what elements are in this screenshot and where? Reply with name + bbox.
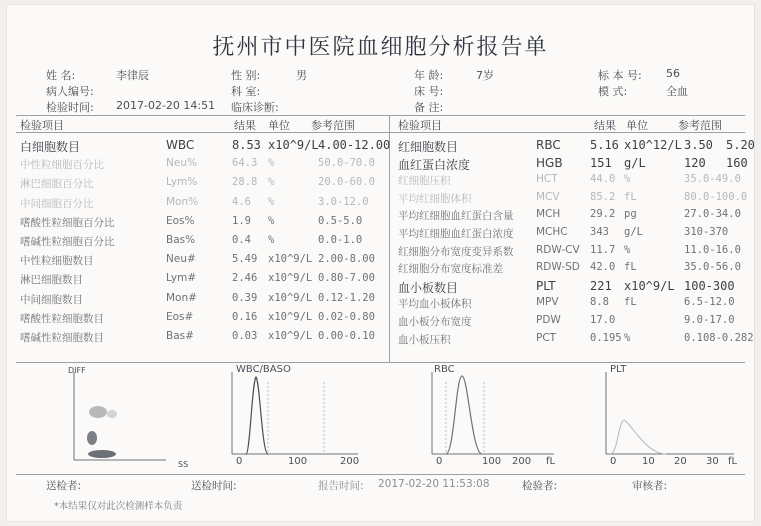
- row-value: 5.49: [232, 253, 258, 266]
- gender-label: 性 别:: [231, 69, 261, 82]
- scatter-cluster: [107, 410, 117, 418]
- row-value: 85.2: [590, 190, 616, 203]
- row-abbr: Lym%: [166, 176, 198, 189]
- row-name: 血红蛋白浓度: [398, 157, 471, 172]
- rbc-fl: fL: [546, 456, 556, 467]
- row-ref: 20.0-60.0: [318, 176, 375, 189]
- report-time-value: 2017-02-20 11:53:08: [378, 478, 490, 490]
- row-unit: %: [268, 234, 275, 246]
- row-value: 0.03: [232, 330, 258, 342]
- row-unit: %: [268, 195, 275, 208]
- divider-middle: [389, 116, 390, 362]
- row-abbr: HGB: [536, 155, 563, 170]
- wbc-histogram: [232, 372, 358, 454]
- row-abbr: WBC: [166, 138, 195, 152]
- row-abbr: RDW-CV: [536, 243, 580, 256]
- row-ref: 100-300: [684, 278, 735, 293]
- row-ref: 120: [684, 155, 706, 170]
- row-ref-high: 5.20: [726, 138, 755, 152]
- row-value: 29.2: [590, 208, 616, 221]
- row-abbr: PLT: [536, 278, 556, 293]
- row-value: 0.4: [232, 234, 251, 246]
- col-ref-left: 参考范围: [311, 119, 355, 132]
- row-unit: %: [624, 173, 631, 186]
- rbc-tick-100: 100: [482, 456, 502, 467]
- age-label: 年 龄:: [414, 69, 444, 82]
- ss-label: SS: [178, 460, 189, 469]
- reviewer-label: 审核者:: [632, 480, 668, 492]
- plt-curve: [610, 420, 666, 454]
- row-unit: x10^9/L: [268, 291, 313, 304]
- scatter-cluster: [89, 406, 107, 418]
- col-result-left: 结果: [234, 119, 256, 132]
- col-unit-right: 单位: [626, 119, 648, 132]
- row-abbr: PDW: [536, 314, 561, 326]
- row-name: 血小板数目: [398, 280, 459, 295]
- row-ref: 4.00-12.00: [318, 138, 391, 152]
- row-ref: 0.80-7.00: [318, 272, 375, 285]
- row-name: 嗜碱性粒细胞百分比: [20, 236, 115, 248]
- send-time-label: 送检时间:: [191, 480, 237, 492]
- row-value: 64.3: [232, 157, 258, 170]
- row-name: 中性粒细胞百分比: [20, 159, 104, 172]
- row-ref: 80.0-100.0: [684, 190, 748, 203]
- row-value: 0.16: [232, 310, 258, 323]
- row-unit: %: [268, 157, 275, 170]
- row-abbr: Bas%: [166, 234, 196, 246]
- row-ref: 35.0-56.0: [684, 261, 741, 274]
- row-value: 8.8: [590, 296, 609, 309]
- col-item-left: 检验项目: [20, 119, 64, 132]
- diff-scatter: [74, 372, 166, 460]
- row-ref: 3.0-12.0: [318, 195, 369, 208]
- row-unit: g/L: [624, 155, 646, 170]
- row-unit: x10^9/L: [624, 278, 675, 293]
- disclaimer-note: *本结果仅对此次检测样本负责: [54, 501, 183, 512]
- row-ref: 27.0-34.0: [684, 208, 741, 221]
- row-abbr: RDW-SD: [536, 261, 580, 274]
- mode-label: 模 式:: [598, 85, 628, 98]
- row-ref: 0.5-5.0: [318, 214, 363, 227]
- row-ref: 9.0-17.0: [684, 314, 735, 326]
- col-unit-left: 单位: [268, 119, 290, 132]
- rbc-curve: [446, 376, 482, 454]
- row-name: 白细胞数目: [20, 140, 81, 154]
- row-abbr: Neu#: [166, 253, 196, 266]
- row-name: 血小板分布宽度: [398, 316, 472, 328]
- row-abbr: PCT: [536, 331, 557, 344]
- remark-label: 备 注:: [414, 101, 444, 114]
- row-abbr: MCV: [536, 190, 560, 203]
- row-abbr: Eos#: [166, 310, 194, 323]
- report-paper: [6, 4, 755, 522]
- row-name: 平均红细胞血红蛋白含量: [398, 210, 514, 223]
- row-name: 中性粒细胞数目: [20, 255, 94, 268]
- row-value: 0.195: [590, 331, 622, 344]
- row-unit: x10^12/L: [624, 138, 682, 152]
- divider-header: [16, 132, 745, 133]
- plt-tick-30: 30: [706, 456, 719, 467]
- patient-no-label: 病人编号:: [46, 85, 94, 98]
- row-ref: 11.0-16.0: [684, 243, 741, 256]
- row-ref: 50.0-70.0: [318, 157, 375, 170]
- rbc-histogram: [432, 372, 554, 454]
- row-value: 1.9: [232, 214, 251, 227]
- wbc-tick-100: 100: [288, 456, 308, 467]
- row-ref: 0.02-0.80: [318, 310, 375, 323]
- row-ref: 6.5-12.0: [684, 296, 735, 309]
- row-abbr: Neu%: [166, 157, 197, 170]
- row-unit: x10^9/L: [268, 272, 313, 285]
- name-value: 李律辰: [116, 69, 149, 82]
- plt-tick-10: 10: [642, 456, 655, 467]
- mode-value: 全血: [666, 85, 688, 98]
- row-unit: x10^9/L: [268, 330, 313, 342]
- row-name: 嗜碱性粒细胞数目: [20, 332, 104, 344]
- row-unit: x10^9/L: [268, 138, 319, 152]
- diff-label: DIFF: [68, 366, 86, 375]
- rbc-label: RBC: [434, 364, 455, 375]
- age-value: 7岁: [476, 69, 494, 82]
- row-unit: %: [268, 214, 275, 227]
- rbc-tick-200: 200: [512, 456, 532, 467]
- row-value: 151: [590, 155, 612, 170]
- row-unit: %: [268, 176, 275, 189]
- report-title: 抚州市中医院血细胞分析报告单: [212, 35, 549, 60]
- row-value: 343: [590, 226, 609, 238]
- row-value: 17.0: [590, 314, 616, 326]
- row-unit: %: [624, 331, 631, 344]
- tester-label: 检验者:: [522, 480, 558, 492]
- wbc-curve: [246, 377, 268, 454]
- row-name: 中间细胞百分比: [20, 197, 94, 210]
- row-value: 4.6: [232, 195, 251, 208]
- row-value: 42.0: [590, 261, 616, 274]
- test-time-value: 2017-02-20 14:51: [116, 99, 216, 112]
- sender-label: 送检者:: [46, 480, 82, 492]
- row-ref: 35.0-49.0: [684, 173, 741, 186]
- row-name: 红细胞分布宽度变异系数: [398, 245, 514, 258]
- diagnosis-label: 临床诊断:: [231, 101, 279, 114]
- row-abbr: MCHC: [536, 226, 568, 238]
- plt-tick-0: 0: [610, 456, 617, 467]
- row-abbr: Lym#: [166, 272, 197, 285]
- row-abbr: Bas#: [166, 330, 194, 342]
- wbc-tick-200: 200: [340, 456, 360, 467]
- row-value: 2.46: [232, 272, 258, 285]
- row-ref: 0.108-0.282: [684, 331, 754, 344]
- scatter-cluster: [88, 450, 116, 458]
- row-ref: 0.0-1.0: [318, 234, 363, 246]
- row-value: 11.7: [590, 243, 616, 256]
- plt-fl: fL: [728, 456, 738, 467]
- rbc-tick-0: 0: [436, 456, 443, 467]
- row-abbr: Mon#: [166, 291, 197, 304]
- row-unit: fL: [624, 296, 637, 309]
- test-time-label: 检验时间:: [46, 101, 94, 114]
- row-abbr: MPV: [536, 296, 559, 309]
- row-name: 中间细胞数目: [20, 293, 83, 306]
- row-name: 平均红细胞体积: [398, 192, 472, 205]
- row-name: 平均红细胞血红蛋白浓度: [398, 228, 514, 240]
- row-unit: x10^9/L: [268, 310, 313, 323]
- row-value: 0.39: [232, 291, 258, 304]
- row-name: 平均血小板体积: [398, 298, 472, 311]
- row-ref: 0.12-1.20: [318, 291, 375, 304]
- row-abbr: Eos%: [166, 214, 195, 227]
- row-name: 淋巴细胞数目: [20, 274, 83, 287]
- wbc-tick-0: 0: [236, 456, 243, 467]
- row-name: 红细胞数目: [398, 140, 459, 154]
- sample-value: 56: [666, 67, 680, 80]
- row-unit: x10^9/L: [268, 253, 313, 266]
- sample-label: 标 本 号:: [598, 69, 642, 82]
- plt-label: PLT: [610, 364, 627, 375]
- bed-label: 床 号:: [414, 85, 444, 98]
- col-item-right: 检验项目: [398, 119, 442, 132]
- row-value: 221: [590, 278, 612, 293]
- row-value: 28.8: [232, 176, 258, 189]
- row-ref-high: 160: [726, 155, 748, 170]
- row-unit: fL: [624, 261, 637, 274]
- row-unit: fL: [624, 190, 637, 203]
- name-label: 姓 名:: [46, 69, 76, 82]
- divider-footer: [16, 474, 745, 475]
- dept-label: 科 室:: [231, 85, 261, 98]
- row-ref: 0.00-0.10: [318, 330, 375, 342]
- report-time-label: 报告时间:: [318, 480, 364, 492]
- row-name: 嗜酸性粒细胞数目: [20, 312, 104, 325]
- row-abbr: RBC: [536, 138, 561, 152]
- row-ref: 2.00-8.00: [318, 253, 375, 266]
- row-ref: 310-370: [684, 226, 729, 238]
- row-unit: pg: [624, 208, 637, 221]
- gender-value: 男: [296, 69, 307, 82]
- row-name: 红细胞压积: [398, 175, 451, 188]
- row-value: 44.0: [590, 173, 616, 186]
- row-abbr: HCT: [536, 173, 558, 186]
- col-ref-right: 参考范围: [678, 119, 722, 132]
- row-abbr: Mon%: [166, 195, 199, 208]
- plt-histogram: [606, 372, 734, 454]
- row-unit: g/L: [624, 226, 643, 238]
- col-result-right: 结果: [594, 119, 616, 132]
- row-unit: %: [624, 243, 631, 256]
- row-name: 血小板压积: [398, 333, 451, 346]
- row-name: 淋巴细胞百分比: [20, 178, 94, 191]
- wbc-label: WBC/BASO: [236, 364, 291, 375]
- row-name: 嗜酸性粒细胞百分比: [20, 216, 115, 229]
- row-value: 8.53: [232, 138, 261, 152]
- row-name: 红细胞分布宽度标准差: [398, 263, 503, 276]
- scatter-cluster: [87, 431, 97, 445]
- divider-top: [16, 115, 745, 116]
- row-ref: 3.50: [684, 138, 713, 152]
- row-value: 5.16: [590, 138, 619, 152]
- plt-tick-20: 20: [674, 456, 687, 467]
- row-abbr: MCH: [536, 208, 561, 221]
